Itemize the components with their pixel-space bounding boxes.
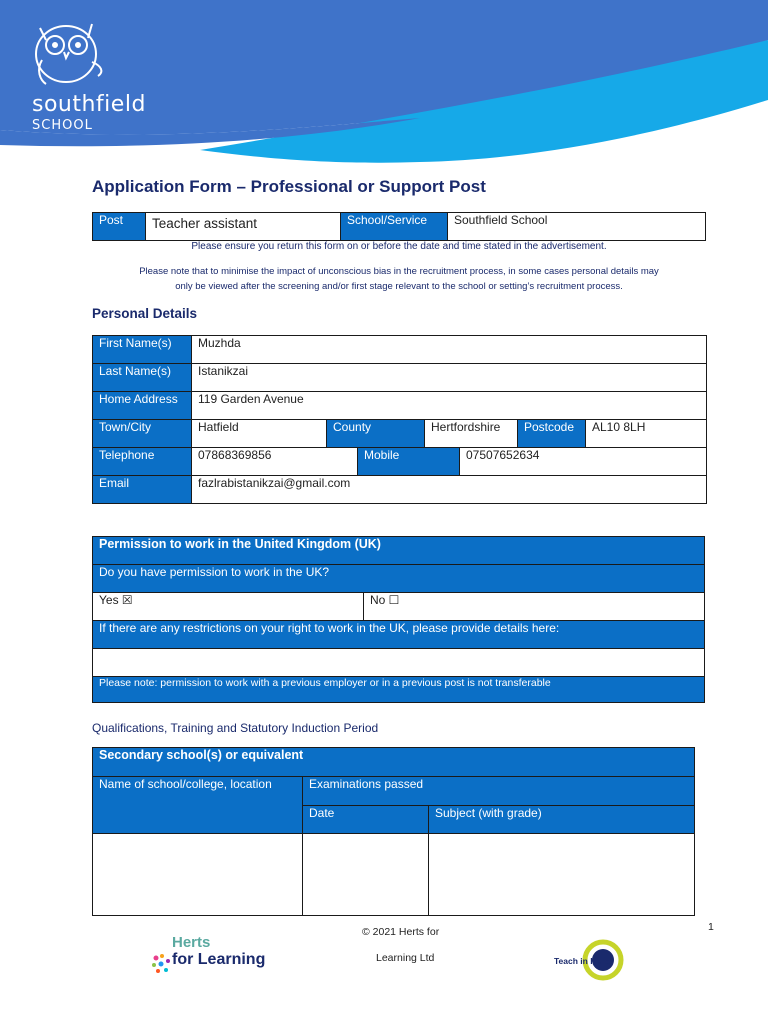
personal-details-heading: Personal Details [92, 306, 198, 321]
page-title: Application Form – Professional or Support Post [92, 177, 486, 196]
town-city-field[interactable]: Hatfield [192, 420, 327, 448]
first-name-field[interactable]: Muzhda [192, 336, 707, 364]
restrictions-field[interactable] [93, 649, 705, 677]
post-label: Post [93, 213, 146, 241]
email-label: Email [93, 476, 192, 504]
first-name-label: First Name(s) [93, 336, 192, 364]
page-number: 1 [708, 921, 714, 933]
subject-column: Subject (with grade) [429, 806, 695, 834]
hfl-logo-learning: for Learning [172, 951, 266, 968]
secondary-school-table [92, 747, 695, 916]
teach-in-herts-logo [554, 938, 624, 982]
header-banner [0, 0, 768, 170]
permission-table [92, 536, 705, 703]
date-cell[interactable] [303, 834, 429, 916]
herts-for-learning-logo [150, 934, 280, 978]
examinations-column: Examinations passed [303, 777, 695, 806]
logo-subtitle: SCHOOL [32, 118, 93, 133]
school-service-label: School/Service [341, 213, 448, 241]
permission-yes-checkbox[interactable]: Yes ☒ [93, 593, 364, 621]
qualifications-heading: Qualifications, Training and Statutory Induction Period [92, 721, 379, 735]
secondary-school-heading: Secondary school(s) or equivalent [93, 748, 695, 777]
town-city-label: Town/City [93, 420, 192, 448]
return-note: Please ensure you return this form on or before the date and time stated in the advertisement. [191, 241, 607, 252]
email-field[interactable]: fazlrabistanikzai@gmail.com [192, 476, 707, 504]
teach-logo-text: Teach in Herts [554, 956, 612, 966]
telephone-field[interactable]: 07868369856 [192, 448, 358, 476]
subject-cell[interactable] [429, 834, 695, 916]
post-table [92, 212, 706, 241]
school-name-column: Name of school/college, location [93, 777, 303, 834]
home-address-field[interactable]: 119 Garden Avenue [192, 392, 707, 420]
dots-icon [150, 952, 174, 978]
county-field[interactable]: Hertfordshire [425, 420, 518, 448]
copyright-line-1: © 2021 Herts for [362, 926, 440, 938]
transferable-note: Please note: permission to work with a previous employer or in a previous post is not transferable [93, 677, 705, 703]
permission-question: Do you have permission to work in the UK? [93, 565, 705, 593]
postcode-label: Postcode [518, 420, 586, 448]
school-service-value[interactable]: Southfield School [448, 213, 706, 241]
bias-note-line-2: only be viewed after the screening and/or first stage relevant to the school or setting’s recruitment process. [175, 281, 623, 292]
last-name-field[interactable]: Istanikzai [192, 364, 707, 392]
logo-name: southfield [32, 92, 146, 117]
permission-heading: Permission to work in the United Kingdom (UK) [93, 537, 705, 565]
hfl-logo-herts: Herts [172, 934, 211, 951]
permission-no-checkbox[interactable]: No ☐ [364, 593, 705, 621]
bias-note-line-1: Please note that to minimise the impact of unconscious bias in the recruitment process, in some cases personal details may [139, 266, 659, 277]
date-column: Date [303, 806, 429, 834]
postcode-field[interactable]: AL10 8LH [586, 420, 707, 448]
mobile-label: Mobile [358, 448, 460, 476]
personal-details-table [92, 335, 707, 504]
last-name-label: Last Name(s) [93, 364, 192, 392]
home-address-label: Home Address [93, 392, 192, 420]
county-label: County [327, 420, 425, 448]
mobile-field[interactable]: 07507652634 [460, 448, 707, 476]
school-name-cell[interactable] [93, 834, 303, 916]
restrictions-label: If there are any restrictions on your right to work in the UK, please provide details here: [93, 621, 705, 649]
telephone-label: Telephone [93, 448, 192, 476]
post-value[interactable]: Teacher assistant [146, 213, 341, 241]
copyright-line-2: Learning Ltd [376, 952, 435, 964]
